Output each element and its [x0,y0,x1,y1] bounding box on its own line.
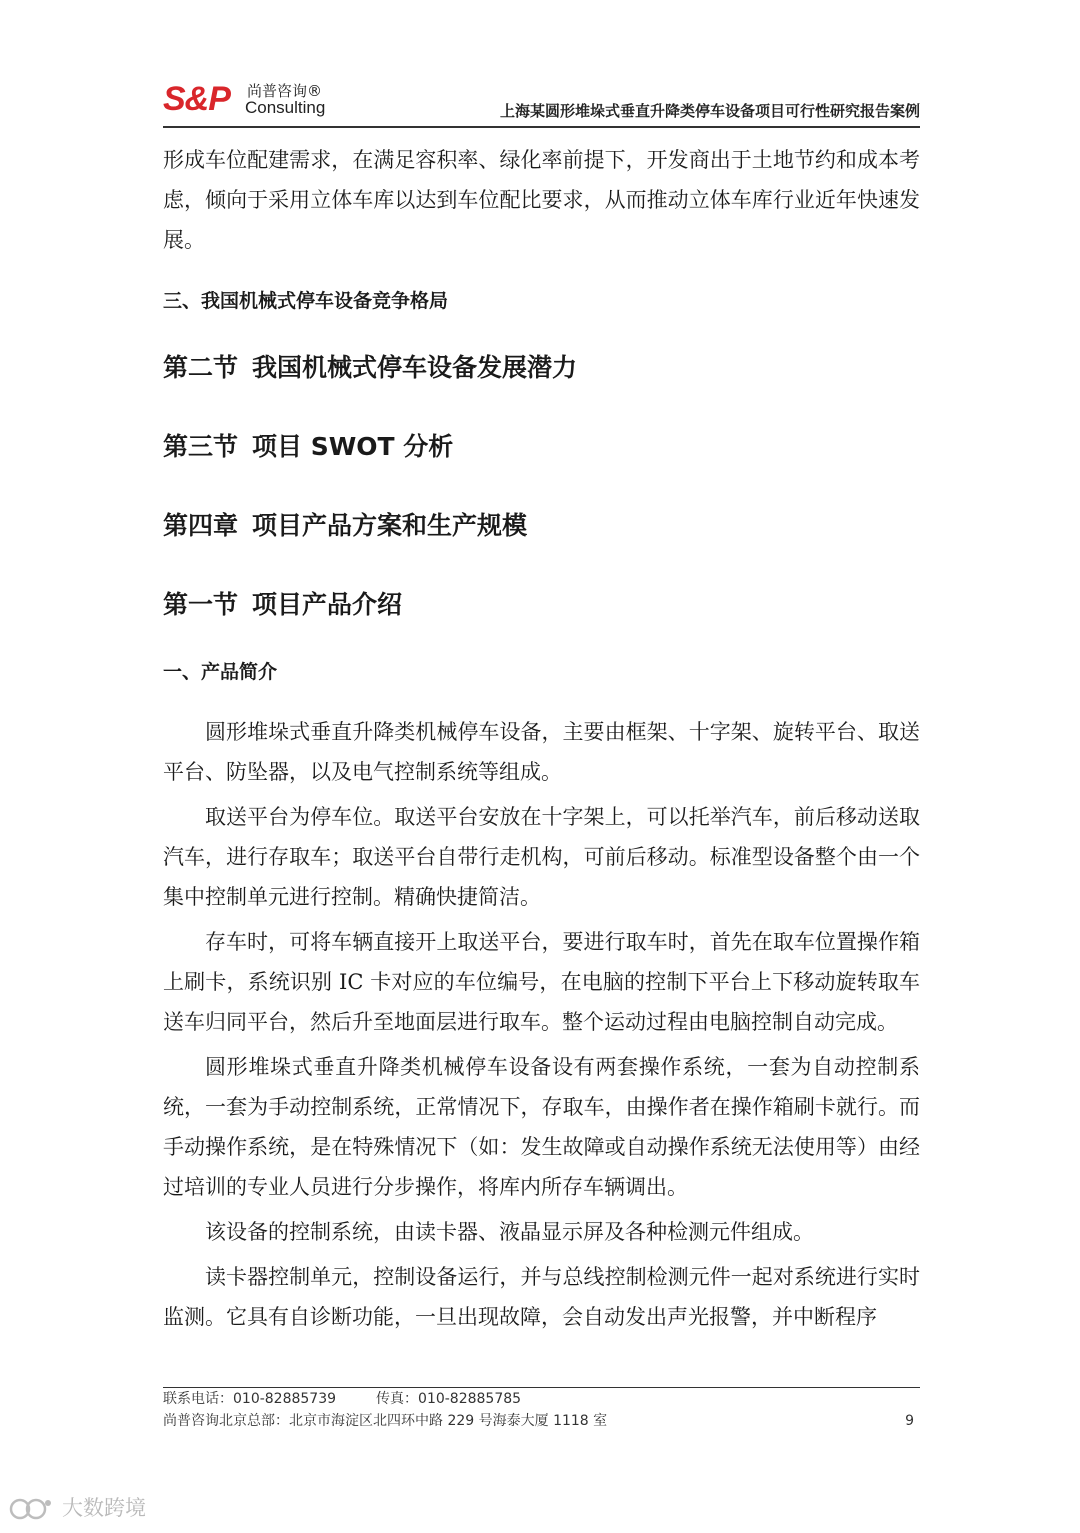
logo-english-name: Consulting [245,98,326,117]
body-paragraph: 该设备的控制系统，由读卡器、液晶显示屏及各种检测元件组成。 [205,1220,814,1244]
page-content [163,140,920,1337]
section-title: 项目 SWOT 分析 [252,432,454,461]
watermark-logo-icon [8,1497,56,1521]
body-paragraph: 存车时，可将车辆直接开上取送平台，要进行取车时，首先在取车位置操作箱上刷卡，系统识别 IC 卡对应的车位编号，在电脑的控制下平台上下移动旋转取车送车归同平台，然后升至地面层进行取车。整个运动过程由电脑控制自动完成。 [163,930,920,1034]
chapter-number: 第四章 [163,511,239,540]
section-number: 第一节 [163,590,239,619]
contact-phone: 联系电话：010-82885739 [163,1391,337,1407]
section-heading [163,427,920,467]
office-address: 尚普咨询北京总部：北京市海淀区北四环中路 229 号海泰大厦 1118 室 [163,1413,608,1429]
section-heading [163,585,920,625]
body-paragraph: 形成车位配建需求，在满足容积率、绿化率前提下，开发商出于土地节约和成本考虑，倾向于采用立体车库以达到车位配比要求，从而推动立体车库行业近年快速发展。 [163,148,920,252]
chapter-heading [163,506,920,546]
contact-fax: 传真：010-82885785 [376,1391,522,1407]
contact-line [163,1388,920,1410]
section-number: 第三节 [163,432,239,461]
section-heading [163,348,920,388]
page-header [163,74,920,128]
subsection-heading: 三、我国机械式停车设备竞争格局 [163,290,449,312]
logo-chinese-name: 尚普咨询® [247,82,323,100]
section-title: 我国机械式停车设备发展潜力 [252,353,578,382]
subsection-heading: 一、产品简介 [163,661,278,683]
logo-mark: S&P [163,80,230,118]
watermark [8,1492,146,1524]
header-divider [163,126,920,128]
body-paragraph: 读卡器控制单元，控制设备运行，并与总线控制检测元件一起对系统进行实时监测。它具有自诊断功能，一旦出现故障，会自动发出声光报警，并中断程序 [163,1265,920,1329]
page-number: 9 [905,1413,914,1429]
chapter-title: 项目产品方案和生产规模 [252,511,528,540]
page-footer [163,1387,920,1432]
watermark-text: 大数跨境 [62,1496,146,1520]
body-paragraph: 圆形堆垛式垂直升降类机械停车设备，主要由框架、十字架、旋转平台、取送平台、防坠器，以及电气控制系统等组成。 [163,720,920,784]
body-paragraph: 圆形堆垛式垂直升降类机械停车设备设有两套操作系统，一套为自动控制系统，一套为手动控制系统，正常情况下，存取车，由操作者在操作箱刷卡就行。而手动操作系统，是在特殊情况下（如：发生故障或自动操作系统无法使用等）由经过培训的专业人员进行分步操作，将库内所存车辆调出。 [163,1055,920,1199]
document-title: 上海某圆形堆垛式垂直升降类停车设备项目可行性研究报告案例 [499,102,920,120]
section-title: 项目产品介绍 [252,590,403,619]
section-number: 第二节 [163,353,239,382]
body-paragraph: 取送平台为停车位。取送平台安放在十字架上，可以托举汽车，前后移动送取汽车，进行存取车；取送平台自带行走机构，可前后移动。标准型设备整个由一个集中控制单元进行控制。精确快捷简洁。 [163,805,920,909]
